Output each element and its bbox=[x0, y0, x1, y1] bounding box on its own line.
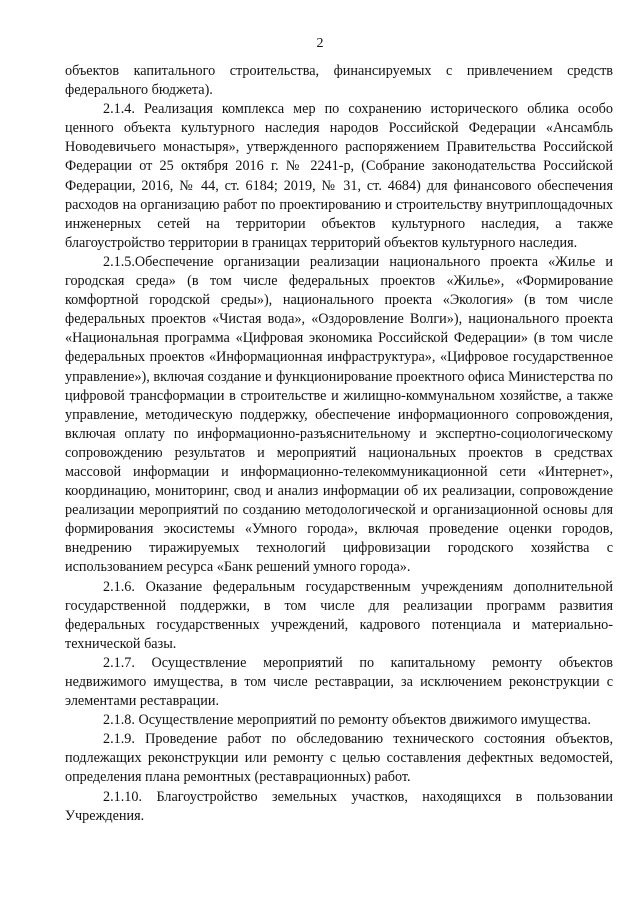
paragraph-2-1-8: 2.1.8. Осуществление мероприятий по ремонту объектов движимого имущества. bbox=[103, 712, 591, 729]
paragraph-2-1-7: 2.1.7. Осуществление мероприятий по капитальному ремонту объектов недвижимого имущества, в том числе реставрации, за исключением реконструкции с элементами реставрации. bbox=[65, 654, 613, 710]
paragraph-2-1-9: 2.1.9. Проведение работ по обследованию технического состояния объектов, подлежащих реконструкции или ремонту с целью составления дефектных ведомостей, определения плана ремонтных (реставрационных) работ. bbox=[65, 731, 613, 786]
paragraph-2-1-4: 2.1.4. Реализация комплекса мер по сохранению исторического облика особо ценного объекта культурного наследия народов Российской Федерации «Ансамбль Новодевичьего монастыря», утвержденного распоряжением Правительства Российской Федерации от 25 октября 2016 г. № 2241-р, (Собрание законодательства Российской Федерации, 2016, № 44, ст. 6184; 2019, № 31, ст. 4684) для финансового обеспечения расходов на организацию работ по проектированию и строительству внутриплощадочных инженерных сетей на территории объектов культурного наследия, а также благоустройство территории в границах территорий объектов культурного наследия. bbox=[65, 101, 613, 251]
document-body bbox=[65, 62, 613, 826]
page-number: 2 bbox=[316, 36, 324, 51]
paragraph-2-1-10: 2.1.10. Благоустройство земельных участков, находящихся в пользовании Учреждения. bbox=[65, 788, 613, 824]
paragraph-2-1-5: 2.1.5.Обеспечение организации реализации национального проекта «Жилье и городская среда» (в том числе федеральных проектов «Жилье», «Формирование комфортной городской среды»), национального проекта «Экология» (в том числе федеральных проектов «Чистая вода», «Оздоровление Волги»), национального проекта «Национальная программа «Цифровая экономика Российской Федерации» (в том числе федеральных проектов «Информационная инфраструктура», «Цифровое государственное управление»), включая создание и функционирование проектного офиса Министерства по цифровой трансформации в строительстве и жилищно-коммунальном хозяйстве, а также управление, методическую поддержку, обеспечение информационного сопровождения, включая оплату по информационно-разъяснительному и экспертно-социологическому сопровождению результатов и мероприятий национальных проектов в средствах массовой информации и информационно-телекоммуникационной сети «Интернет», координацию, мониторинг, свод и анализ информации об их реализации, сопровождение реализации мероприятий по созданию методологической и организационной основы для формирования экосистемы «Умного города», включая проведение оценки городов, внедрению тиражируемых технологий цифровизации городского хозяйства с использованием ресурса «Банк решений умного города». bbox=[65, 253, 613, 576]
paragraph-continuation: объектов капитального строительства, финансируемых с привлечением средств федерального бюджета). bbox=[65, 63, 613, 99]
paragraph-2-1-6: 2.1.6. Оказание федеральным государственным учреждениям дополнительной государственной поддержки, в том числе для реализации программ развития федеральных государственных учреждений, кадрового потенциала и материально-технической базы. bbox=[65, 578, 613, 652]
